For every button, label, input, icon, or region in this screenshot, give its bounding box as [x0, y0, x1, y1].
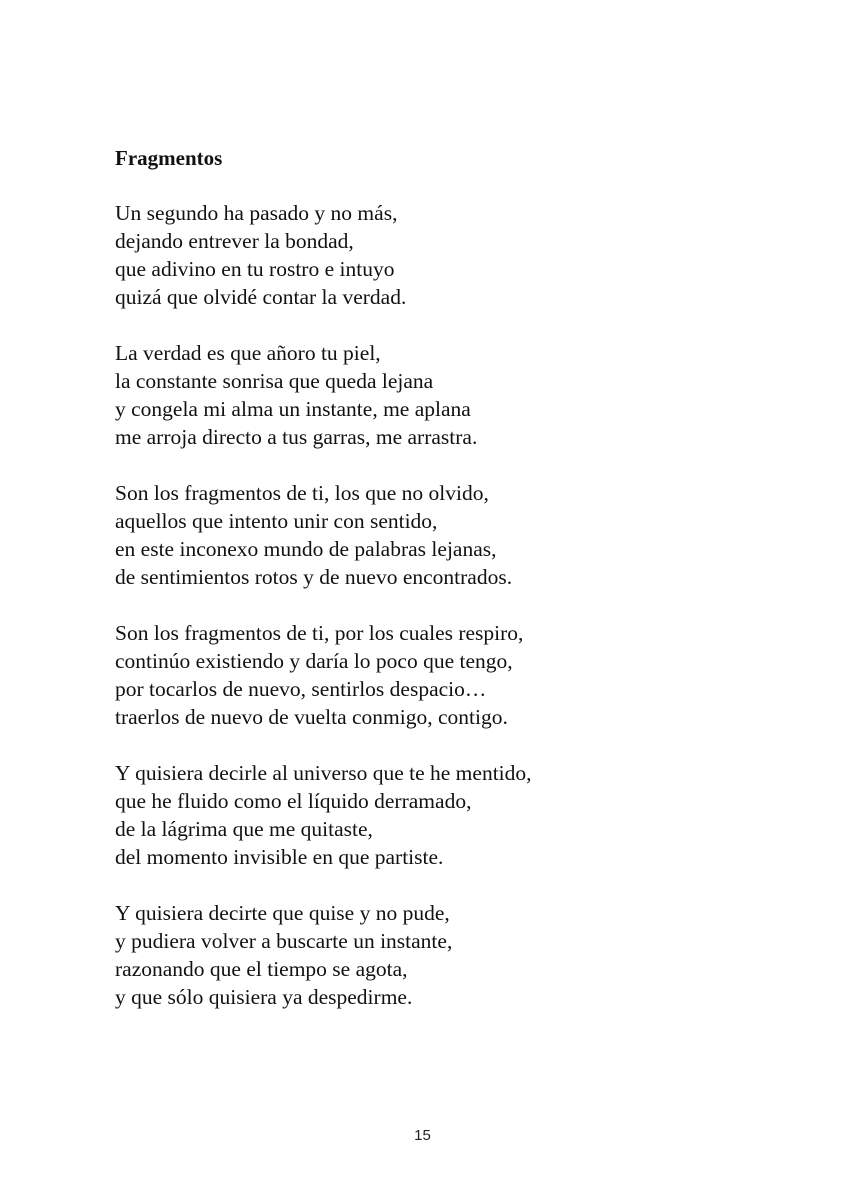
- poem-line: Son los fragmentos de ti, por los cuales respiro,: [115, 621, 524, 645]
- poem-line: Y quisiera decirle al universo que te he mentido,: [115, 761, 532, 785]
- poem-line: dejando entrever la bondad,: [115, 229, 354, 253]
- poem-line: me arroja directo a tus garras, me arrastra.: [115, 425, 478, 449]
- poem-line: y que sólo quisiera ya despedirme.: [115, 985, 413, 1009]
- stanza: [115, 899, 755, 1011]
- poem-line: Y quisiera decirte que quise y no pude,: [115, 901, 450, 925]
- poem-line: del momento invisible en que partiste.: [115, 845, 444, 869]
- poem: [115, 144, 755, 1039]
- poem-line: quizá que olvidé contar la verdad.: [115, 285, 407, 309]
- poem-line: de la lágrima que me quitaste,: [115, 817, 373, 841]
- stanza: [115, 479, 755, 591]
- poem-line: en este inconexo mundo de palabras lejanas,: [115, 537, 497, 561]
- poem-line: por tocarlos de nuevo, sentirlos despacio…: [115, 677, 487, 701]
- poem-line: razonando que el tiempo se agota,: [115, 957, 408, 981]
- poem-line: aquellos que intento unir con sentido,: [115, 509, 438, 533]
- poem-line: que adivino en tu rostro e intuyo: [115, 257, 395, 281]
- poem-line: traerlos de nuevo de vuelta conmigo, contigo.: [115, 705, 508, 729]
- poem-line: Son los fragmentos de ti, los que no olvido,: [115, 481, 489, 505]
- poem-line: y pudiera volver a buscarte un instante,: [115, 929, 453, 953]
- poem-line: de sentimientos rotos y de nuevo encontrados.: [115, 565, 513, 589]
- poem-line: la constante sonrisa que queda lejana: [115, 369, 434, 393]
- page-number: 15: [414, 1127, 431, 1144]
- poem-line: y congela mi alma un instante, me aplana: [115, 397, 471, 421]
- stanza: [115, 199, 755, 311]
- poem-line: que he fluido como el líquido derramado,: [115, 789, 472, 813]
- stanza: [115, 759, 755, 871]
- poem-line: La verdad es que añoro tu piel,: [115, 341, 381, 365]
- poem-line: Un segundo ha pasado y no más,: [115, 201, 398, 225]
- stanza: [115, 619, 755, 731]
- poem-title: Fragmentos: [115, 146, 223, 170]
- stanza: [115, 339, 755, 451]
- poem-body: [115, 199, 755, 1011]
- poem-line: continúo existiendo y daría lo poco que tengo,: [115, 649, 513, 673]
